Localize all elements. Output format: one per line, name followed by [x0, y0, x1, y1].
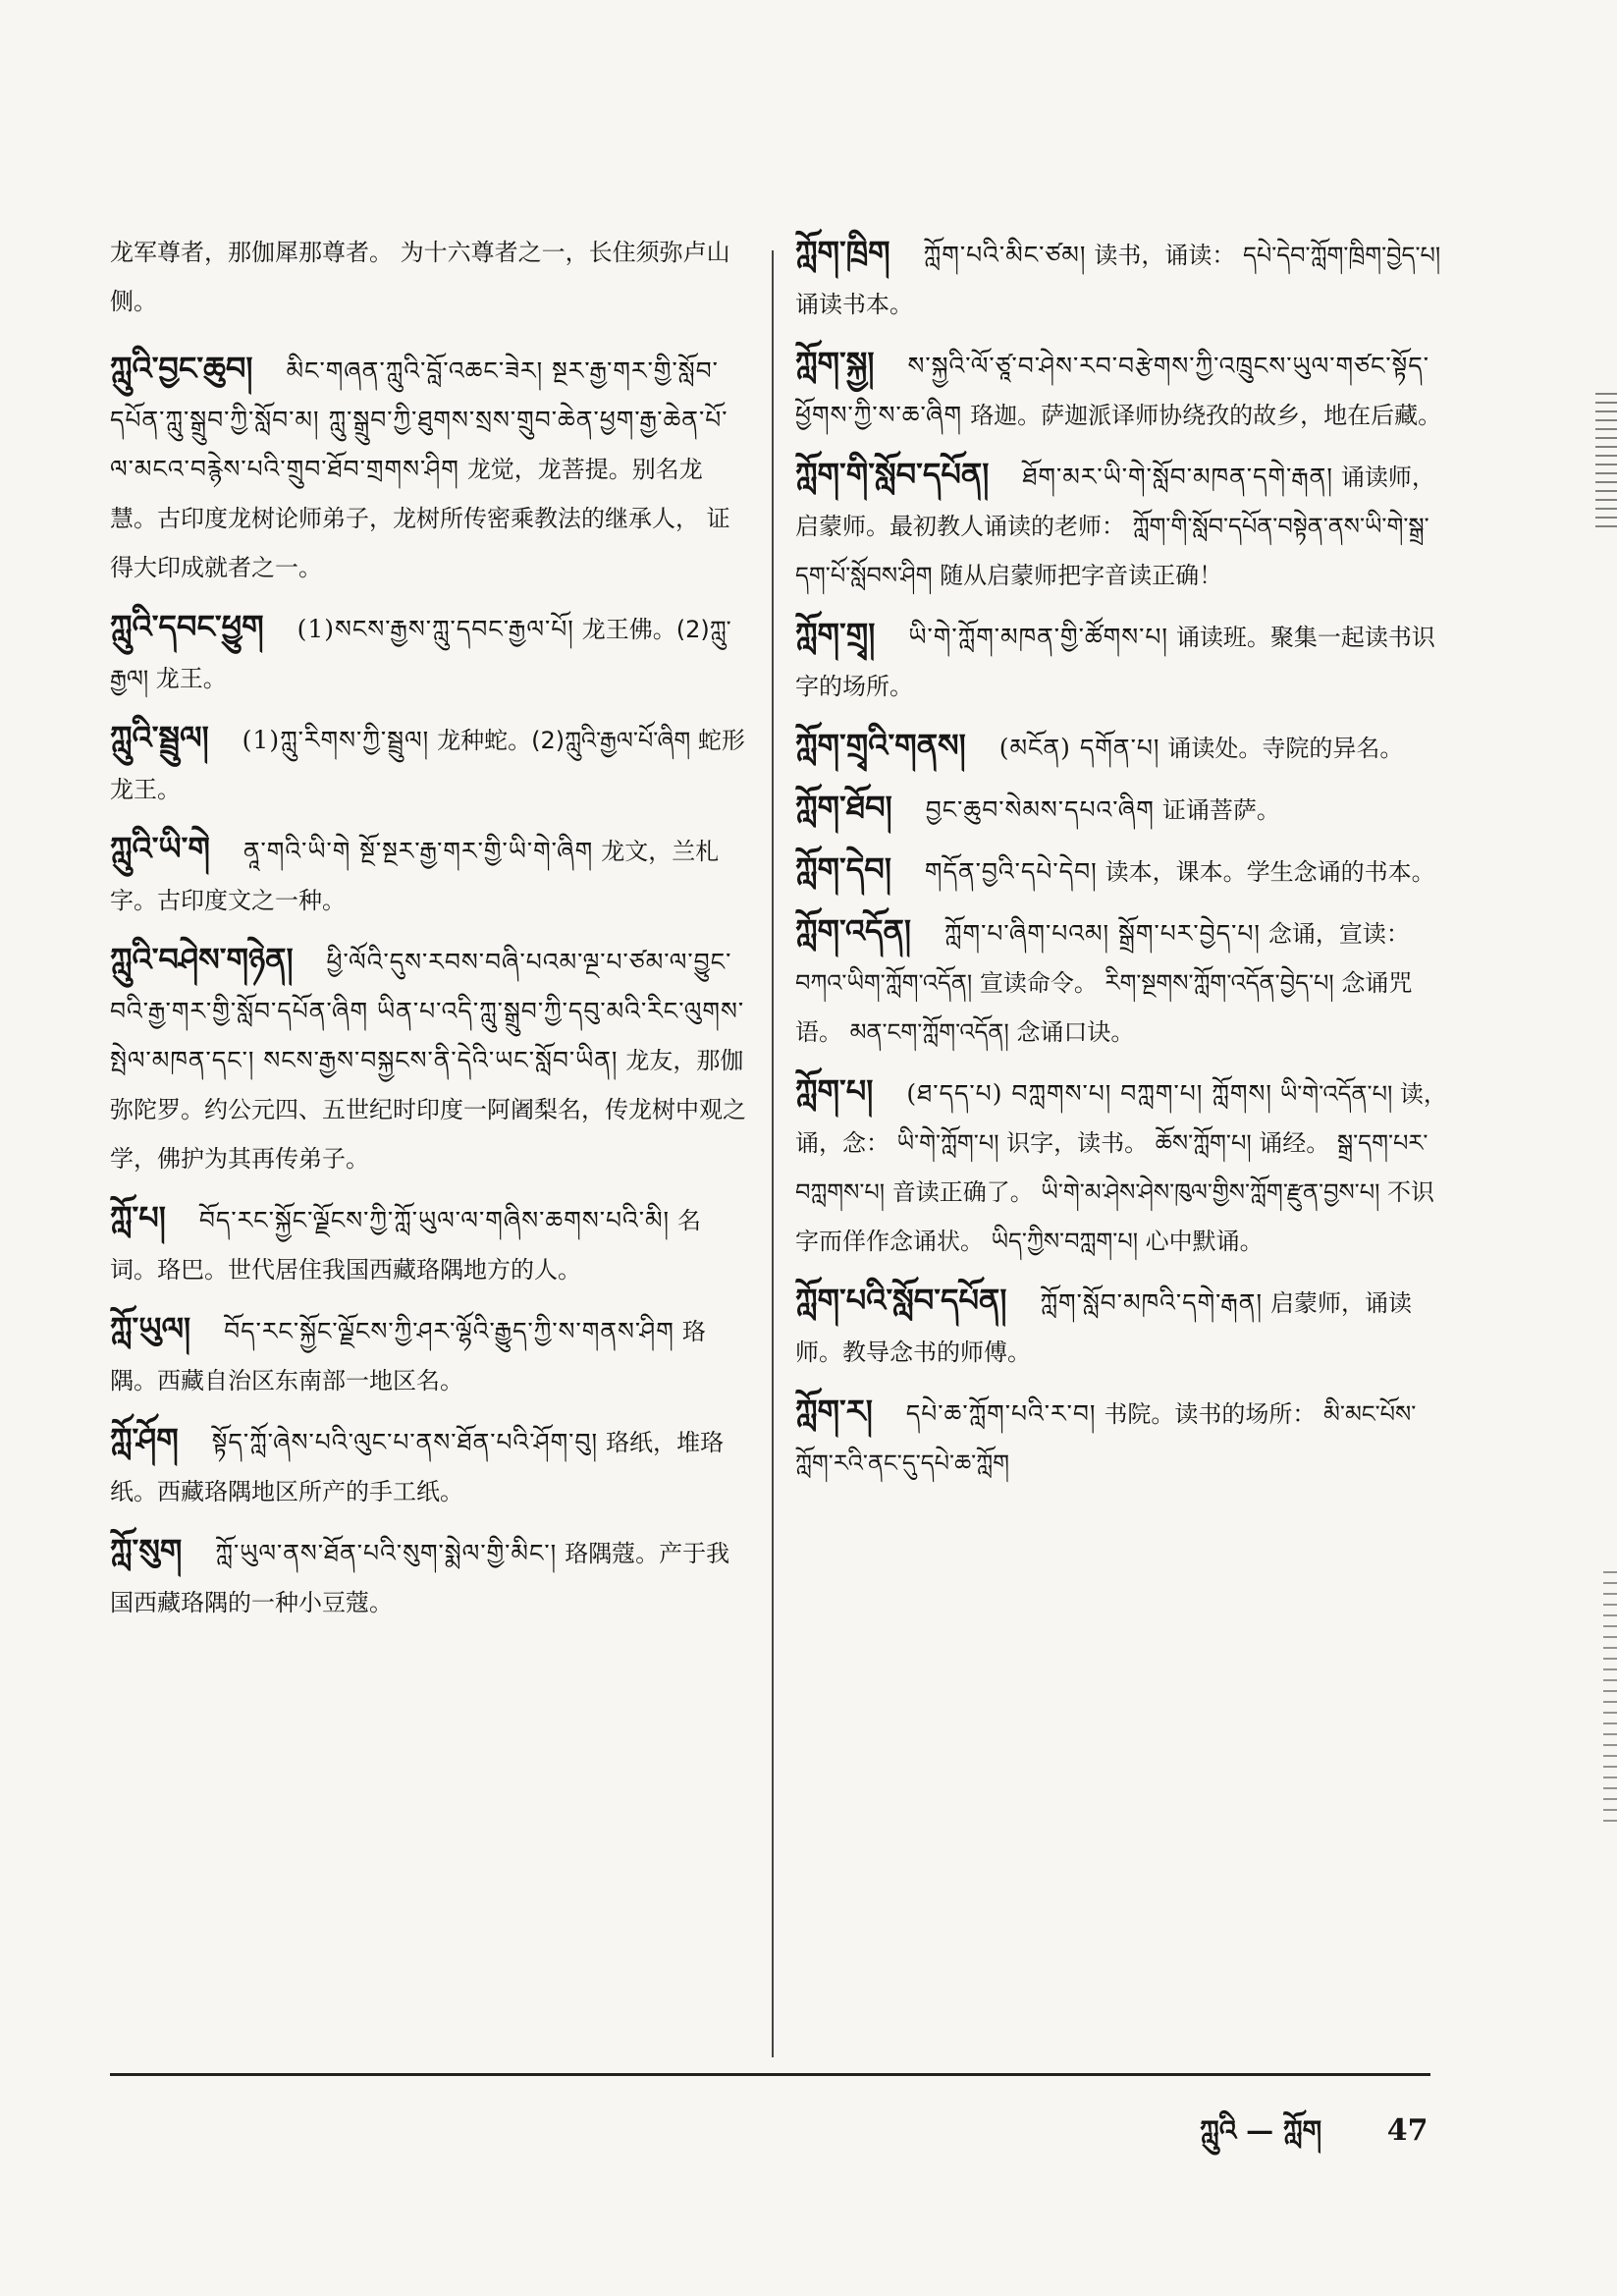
entry-tibetan: ཀློག་པ་ཞིག་པའམ། སྒྲོག་པར་བྱེད་པ། — [943, 919, 1261, 948]
entry-chinese: 诵读处。寺院的异名。 — [1167, 735, 1404, 762]
entry-chinese: 龙觉，龙菩提。别名龙慧。古印度龙树论师弟子，龙树所传密乘教法的继承人， 证得大印成就者之一。 — [110, 456, 730, 581]
entry-headword: ཀློག་པའི་སློབ་དཔོན། — [795, 1282, 1007, 1319]
entry-tibetan: ཐོག་མར་ཡི་གེ་སློབ་མཁན་དགེ་རྒན། — [1022, 463, 1333, 491]
entry-headword: ཀློག་དེབ། — [795, 850, 891, 888]
footer-rule — [110, 2073, 1430, 2076]
dictionary-entry — [110, 1526, 748, 1627]
scan-edge-marks — [1603, 1571, 1617, 1827]
entry-tibetan: བྱང་ཆུབ་སེམས་དཔའ་ཞིག — [925, 795, 1155, 824]
dictionary-entry — [795, 906, 1447, 1057]
dictionary-entry — [110, 824, 748, 925]
entry-headword: ཀླུའི་དབང་ཕྱུག — [110, 608, 264, 645]
dictionary-entry — [795, 610, 1447, 711]
dictionary-entry — [110, 1304, 748, 1405]
entry-tibetan: (1)སངས་རྒྱས་ཀླུ་དབང་རྒྱལ་པོ། — [296, 615, 574, 643]
entry-headword: ཀླུའི་བྱང་ཆུབ། — [110, 350, 253, 387]
entry-chinese: 名词。珞巴。世代居住我国西藏珞隅地方的人。 — [110, 1207, 702, 1284]
dictionary-entry — [795, 721, 1447, 773]
dictionary-entry — [795, 228, 1447, 329]
entry-chinese: 念诵，宣读： བཀའ་ཡིག་ཀློག་འདོན། 宣读命令。 རིག་སྔགས་ཀློག་འདོན་བྱེད་པ། 念诵咒语。 མན་ངག་ཀློག་འདོན། 念诵口诀。 — [795, 920, 1413, 1046]
continuation-chinese: 龙军尊者，那伽犀那尊者。 为十六尊者之一，长住须弥卢山侧。 — [110, 239, 730, 315]
dictionary-entry — [795, 845, 1447, 897]
entry-headword: ཀློག་ར། — [795, 1393, 873, 1430]
dictionary-entry — [795, 1276, 1447, 1377]
entry-chinese: ཡི་གེ་འདོན་པ། 读，诵，念： ཡི་གེ་ཀློག་པ། 识字，读书。 ཆོས་ཀློག་པ། 诵经。 སྒྲ་དག་པར་བཀླགས་པ། 音读正确了。 ཡི་གེ་མ་ཤེས་ཤེས་ཁུལ་གྱིས་ཀློག་རྫུན་བྱས་པ། 不识字而佯作念诵状。 ཡིད་ཀྱིས་བཀླག་པ། 心中默诵。 — [795, 1080, 1447, 1255]
entry-headword: ཀློ་པ། — [110, 1199, 166, 1236]
entry-headword: ཀློག་ཁྲིག — [795, 234, 890, 271]
dictionary-entry — [795, 1387, 1447, 1488]
entry-chinese: 珞隅蔻。产于我国西藏珞隅的一种小豆蔻。 — [110, 1540, 730, 1616]
entry-chinese: 启蒙师，诵读师。教导念书的师傅。 — [795, 1289, 1412, 1366]
left-column — [110, 228, 748, 1637]
entry-tibetan: ཀློག་པའི་མིང་ཙམ། — [923, 241, 1087, 269]
page-number: 47 — [1386, 2113, 1428, 2148]
entry-tibetan: ཡི་གེ་ཀློག་མཁན་གྱི་ཚོགས་པ། — [908, 623, 1168, 651]
entry-chinese: 龙友，那伽弥陀罗。约公元四、五世纪时印度一阿阇梨名，传龙树中观之学，佛护为其再传弟子。 — [110, 1047, 746, 1173]
entry-tibetan: ཀློ་ཡུལ་ནས་ཐོན་པའི་སུག་སྨེལ་གྱི་མིང་། — [215, 1539, 558, 1567]
dictionary-entry — [110, 935, 748, 1183]
dictionary-entry — [110, 602, 748, 703]
entry-headword: ཀློག་གི་སློབ་དཔོན། — [795, 456, 990, 493]
entry-chinese: 诵读师，启蒙师。最初教人诵读的老师： ཀློག་གི་སློབ་དཔོན་བསྟེན་ནས་ཡི་གེ་སྒྲ་དག་པོ་སློབས་ཤིག 随从启蒙师把字音读正确！ — [795, 464, 1435, 589]
entry-chinese: 证诵菩萨。 — [1161, 796, 1280, 824]
dictionary-entry — [795, 339, 1447, 440]
continuation-text — [110, 228, 748, 326]
entry-headword: ཀློག་གྲྭའི་གནས། — [795, 727, 966, 764]
column-divider — [772, 250, 774, 2057]
entry-headword: ཀློག་པ། — [795, 1072, 874, 1110]
footer-headword-range: ཀླུའི — ཀློག — [1200, 2114, 1322, 2147]
page-footer — [1200, 2100, 1428, 2177]
entry-chinese: 读本，课本。学生念诵的书本。 — [1105, 858, 1435, 886]
entry-chinese: 书院。读书的场所： མི་མང་པོས་ཀློག་རའི་ནང་དུ་དཔེ་ཆ་ཀློག — [795, 1400, 1417, 1477]
dictionary-entry — [795, 1066, 1447, 1266]
entry-chinese: 珞纸，堆珞纸。西藏珞隅地区所产的手工纸。 — [110, 1429, 724, 1505]
entry-headword: ཀླུའི་སྦྲུལ། — [110, 719, 209, 756]
entry-headword: ཀློག་གྲྭ། — [795, 616, 876, 653]
entry-headword: ཀློ་ཤོག — [110, 1421, 179, 1458]
entry-chinese: 龙王佛。(2)ཀླུ་རྒྱལ། 龙王。 — [110, 616, 731, 692]
entry-headword: ཀློག་ཐོབ། — [795, 789, 892, 826]
entry-tibetan: (1)ཀླུ་རིགས་ཀྱི་སྦྲུལ། — [242, 726, 430, 754]
entry-headword: ཀློ་ཡུལ། — [110, 1310, 191, 1347]
scan-edge-marks — [1595, 393, 1617, 530]
entry-tibetan: དཔེ་ཆ་ཀློག་པའི་ར་བ། — [905, 1399, 1097, 1428]
entry-tibetan: ནཱ་གའི་ཡི་གེ སྔོ་སྔར་རྒྱ་གར་གྱི་ཡི་གེ་ཞིག — [243, 837, 594, 865]
dictionary-entry — [110, 1193, 748, 1294]
entry-tibetan: ཀློག་སློབ་མཁའི་དགེ་རྒན། — [1040, 1288, 1264, 1317]
entry-tibetan: (ཐ་དད་པ) བཀླགས་པ། བཀླག་པ། ཀློགས། — [906, 1079, 1272, 1108]
entry-chinese: 龙种蛇。(2)ཀླུའི་རྒྱལ་པོ་ཞིག 蛇形龙王。 — [110, 727, 745, 803]
entry-chinese: 读书，诵读： དཔེ་དེབ་ཀློག་ཁྲིག་བྱེད་པ། 诵读书本。 — [795, 242, 1441, 318]
dictionary-entry — [110, 713, 748, 814]
entry-chinese: 珞隅。西藏自治区东南部一地区名。 — [110, 1318, 706, 1394]
entry-tibetan: སྟོད་ཀློ་ཞེས་པའི་ལུང་པ་ནས་ཐོན་པའི་ཤོག་བུ། — [211, 1428, 598, 1456]
entry-tibetan: ས་སྐྱའི་ལོ་ཙཱ་བ་ཤེས་རབ་བརྩེགས་ཀྱི་འཁྲུངས་ཡུལ་གཙང་སྟོད་ཕྱོགས་ཀྱི་ས་ཆ་ཞིག — [795, 352, 1429, 429]
entry-chinese: 诵读班。聚集一起读书识字的场所。 — [795, 624, 1435, 700]
entry-headword: ཀླུའི་ཡི་གེ — [110, 830, 210, 867]
dictionary-entry — [110, 1415, 748, 1516]
entry-tibetan: བོད་རང་སྐྱོང་ལྗོངས་ཀྱི་ཀློ་ཡུལ་ལ་གཞིས་ཆགས་པའི་མི། — [198, 1206, 671, 1234]
entry-headword: ཀླུའི་བཤེས་གཉེན། — [110, 941, 294, 978]
entry-tibetan: (མངོན) དགོན་པ། — [998, 734, 1160, 762]
entry-chinese: 龙文，兰札字。古印度文之一种。 — [110, 838, 720, 914]
dictionary-entry — [795, 783, 1447, 835]
entry-chinese: 珞迦。萨迦派译师协绕孜的故乡，地在后藏。 — [970, 402, 1442, 429]
entry-headword: ཀློག་སྐྱ། — [795, 345, 875, 382]
entry-headword: ཀློག་འདོན། — [795, 912, 911, 950]
entry-headword: ཀློ་སུག — [110, 1532, 183, 1569]
dictionary-entry — [795, 450, 1447, 600]
entry-tibetan: མིང་གཞན་ཀླུའི་བློ་འཆང་ཟེར། སྔར་རྒྱ་གར་གྱི་སློབ་དཔོན་ཀླུ་སྒྲུབ་ཀྱི་སློབ་མ། ཀླུ་སྒྲུབ་ཀྱི་ཐུགས་སྲས་གྲུབ་ཆེན་ཕྱག་རྒྱ་ཆེན་པོ་ལ་མངའ་བརྙེས་པའི་གྲུབ་ཐོབ་གྲགས་ཤིག — [110, 356, 728, 483]
entry-tibetan: ཕྱི་ལོའི་དུས་རབས་བཞི་པའམ་ལྔ་པ་ཙམ་ལ་བྱུང་བའི་རྒྱ་གར་གྱི་སློབ་དཔོན་ཞིག ཡིན་པ་འདི་ཀླུ་སྒྲུབ་ཀྱི་དབུ་མའི་རིང་ལུགས་སྤེལ་མཁན་དང་། སངས་རྒྱས་བསྐྱངས་ནི་དེའི་ཡང་སློབ་ཡིན། — [110, 948, 745, 1074]
right-column — [795, 228, 1447, 1498]
entry-tibetan: གདོན་བྱའི་དཔེ་དེབ། — [924, 857, 1098, 886]
dictionary-entry — [110, 344, 748, 592]
entry-tibetan: བོད་རང་སྐྱོང་ལྗོངས་ཀྱི་ཤར་ལྷོའི་རྒྱུད་ཀྱི་ས་གནས་ཤིག — [224, 1317, 674, 1345]
